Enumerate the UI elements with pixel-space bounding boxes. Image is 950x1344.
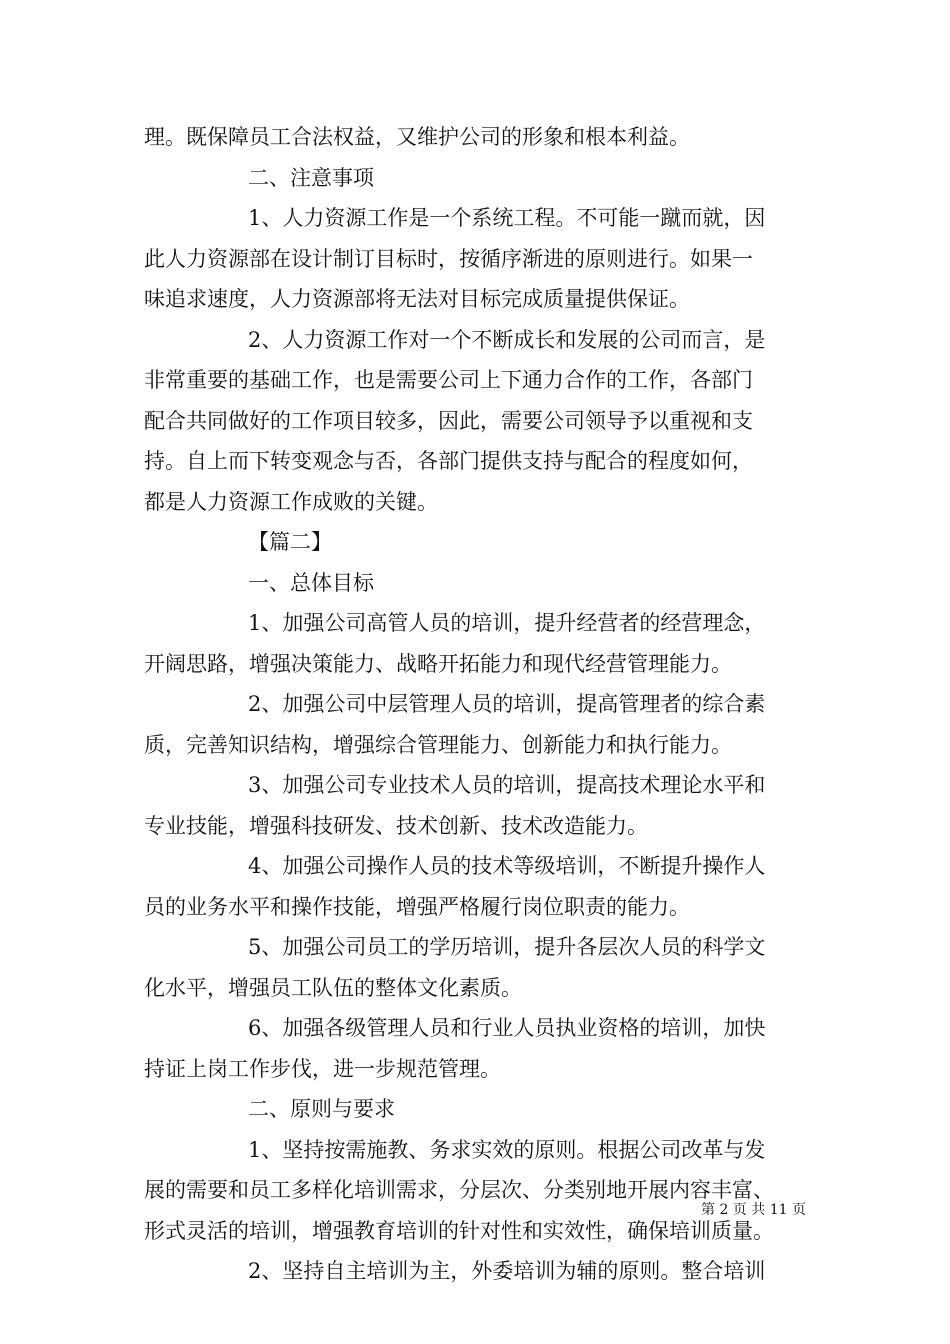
page-number: 第 2 页 共 11 页 <box>701 1202 806 1218</box>
text-line: 3、加强公司专业技术人员的培训，提高技术理论水平和 <box>248 773 766 797</box>
text-line: 质，完善知识结构，增强综合管理能力、创新能力和执行能力。 <box>144 732 732 757</box>
text-line: 配合共同做好的工作项目较多，因此，需要公司领导予以重视和支 <box>144 408 753 433</box>
text-line: 理。既保障员工合法权益，又维护公司的形象和根本利益。 <box>144 125 690 149</box>
text-line: 2、人力资源工作对一个不断成长和发展的公司而言，是 <box>248 327 766 352</box>
text-line: 持。自上而下转变观念与否，各部门提供支持与配合的程度如何， <box>144 449 753 473</box>
text-line: 味追求速度，人力资源部将无法对目标完成质量提供保证。 <box>144 287 690 311</box>
text-line: 5、加强公司员工的学历培训，提升各层次人员的科学文 <box>248 935 766 959</box>
text-line: 非常重要的基础工作，也是需要公司上下通力合作的工作，各部门 <box>144 368 753 392</box>
text-line: 化水平，增强员工队伍的整体文化素质。 <box>144 975 522 1000</box>
text-line: 2、加强公司中层管理人员的培训，提高管理者的综合素 <box>248 692 766 716</box>
text-line: 【篇二】 <box>248 530 332 554</box>
text-line: 都是人力资源工作成败的关键。 <box>144 489 438 514</box>
text-line: 开阔思路，增强决策能力、战略开拓能力和现代经营管理能力。 <box>144 651 732 676</box>
text-line: 二、注意事项 <box>248 165 374 190</box>
text-line: 1、加强公司高管人员的培训，提升经营者的经营理念， <box>248 611 766 635</box>
text-line: 持证上岗工作步伐，进一步规范管理。 <box>144 1056 501 1081</box>
text-line: 形式灵活的培训，增强教育培训的针对性和实效性，确保培训质量。 <box>144 1218 774 1243</box>
text-line: 4、加强公司操作人员的技术等级培训，不断提升操作人 <box>248 854 766 878</box>
text-line: 二、原则与要求 <box>248 1097 395 1121</box>
text-line: 一、总体目标 <box>248 570 374 595</box>
text-line: 2、坚持自主培训为主，外委培训为辅的原则。整合培训 <box>248 1259 766 1283</box>
text-line: 6、加强各级管理人员和行业人员执业资格的培训，加快 <box>248 1016 766 1040</box>
text-line: 1、坚持按需施教、务求实效的原则。根据公司改革与发 <box>248 1137 766 1162</box>
text-line: 展的需要和员工多样化培训需求，分层次、分类别地开展内容丰富、 <box>144 1178 774 1202</box>
text-line: 专业技能，增强科技研发、技术创新、技术改造能力。 <box>144 813 648 838</box>
text-line: 员的业务水平和操作技能，增强严格履行岗位职责的能力。 <box>144 894 690 919</box>
text-line: 此人力资源部在设计制订目标时，按循序渐进的原则进行。如果一 <box>144 246 753 271</box>
document-body <box>144 117 810 1292</box>
text-line: 1、人力资源工作是一个系统工程。不可能一蹴而就，因 <box>248 206 766 230</box>
